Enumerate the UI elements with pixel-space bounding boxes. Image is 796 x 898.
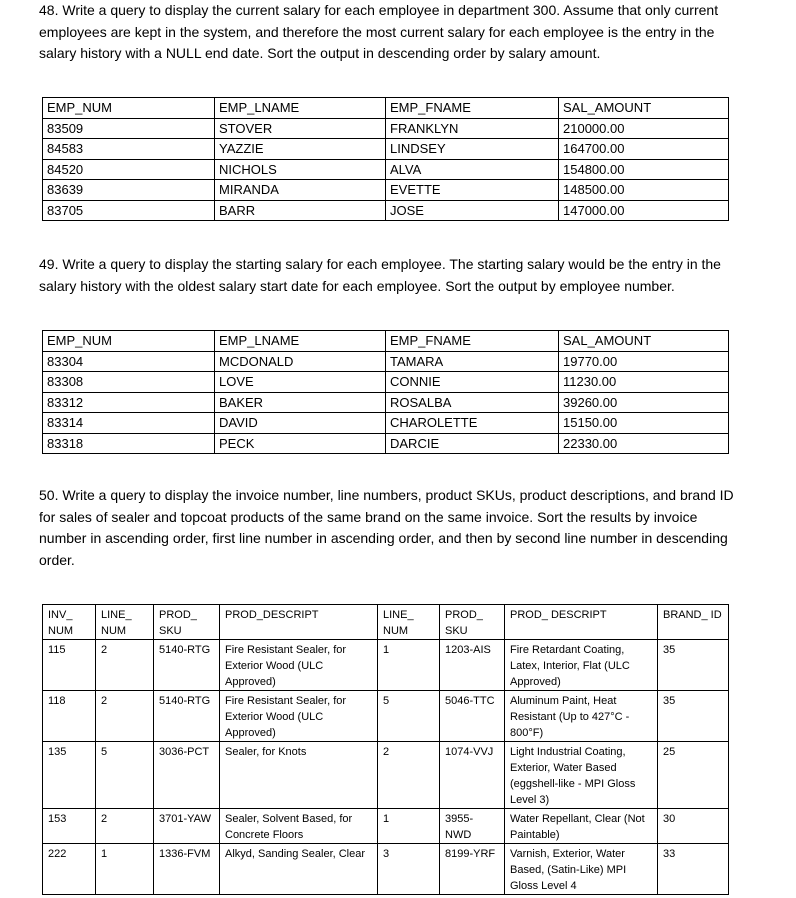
table-cell: CONNIE <box>386 372 559 393</box>
table-cell: 3036-PCT <box>154 742 220 809</box>
column-header: LINE_ NUM <box>96 605 154 640</box>
table-cell: 30 <box>658 809 729 844</box>
table-cell: 83705 <box>43 200 215 221</box>
table-cell: 83318 <box>43 433 215 454</box>
column-header: EMP_LNAME <box>215 331 386 352</box>
table-cell: DARCIE <box>386 433 559 454</box>
table-cell: 164700.00 <box>559 139 729 160</box>
table-cell: 5 <box>96 742 154 809</box>
table-cell: Aluminum Paint, Heat Resistant (Up to 427°C - 800°F) <box>505 691 658 742</box>
table-row <box>43 691 729 742</box>
table-cell: 3955-NWD <box>440 809 505 844</box>
question-48: 48. Write a query to display the current salary for each employee in department 300. Assume that only current employees are kept in the system, and therefore the most current salary for each employee is the entry in the salary history with a NULL end date. Sort the output in descending order by salary amount. <box>39 2 719 61</box>
table-cell: MCDONALD <box>215 351 386 372</box>
table-cell: DAVID <box>215 413 386 434</box>
table-cell: Water Repellant, Clear (Not Paintable) <box>505 809 658 844</box>
table-cell: 210000.00 <box>559 118 729 139</box>
table-cell: CHAROLETTE <box>386 413 559 434</box>
header-row <box>43 331 729 352</box>
table-cell: Fire Resistant Sealer, for Exterior Wood (ULC Approved) <box>220 691 378 742</box>
table-cell: TAMARA <box>386 351 559 372</box>
table-cell: NICHOLS <box>215 159 386 180</box>
table-cell: 19770.00 <box>559 351 729 372</box>
table-cell: 1203-AIS <box>440 640 505 691</box>
column-header: INV_ NUM <box>43 605 96 640</box>
table-row <box>43 844 729 895</box>
table-cell: 1336-FVM <box>154 844 220 895</box>
table-cell: 3701-YAW <box>154 809 220 844</box>
table-cell: 148500.00 <box>559 180 729 201</box>
table-cell: 1 <box>378 809 440 844</box>
table-cell: 154800.00 <box>559 159 729 180</box>
table-row <box>43 372 729 393</box>
table-cell: ROSALBA <box>386 392 559 413</box>
column-header: PROD_ SKU <box>154 605 220 640</box>
table-cell: 83314 <box>43 413 215 434</box>
table-cell: Fire Resistant Sealer, for Exterior Wood (ULC Approved) <box>220 640 378 691</box>
table-cell: 39260.00 <box>559 392 729 413</box>
table-cell: 118 <box>43 691 96 742</box>
column-header: EMP_FNAME <box>386 331 559 352</box>
column-header: EMP_NUM <box>43 331 215 352</box>
table-cell: 1 <box>378 640 440 691</box>
table-cell: 2 <box>96 691 154 742</box>
current-salary-table <box>42 97 729 221</box>
column-header: BRAND_ ID <box>658 605 729 640</box>
header-row <box>43 98 729 119</box>
table-cell: 35 <box>658 691 729 742</box>
table-cell: 83304 <box>43 351 215 372</box>
sealer-topcoat-table <box>42 604 729 895</box>
column-header: EMP_FNAME <box>386 98 559 119</box>
table-cell: 135 <box>43 742 96 809</box>
table-row <box>43 433 729 454</box>
table-row <box>43 200 729 221</box>
table-cell: Alkyd, Sanding Sealer, Clear <box>220 844 378 895</box>
table-cell: 83509 <box>43 118 215 139</box>
table-row <box>43 413 729 434</box>
table-cell: 83312 <box>43 392 215 413</box>
table-cell: 222 <box>43 844 96 895</box>
table-cell: BAKER <box>215 392 386 413</box>
table-cell: 3 <box>378 844 440 895</box>
table-cell: 83639 <box>43 180 215 201</box>
column-header: PROD_ SKU <box>440 605 505 640</box>
table-cell: FRANKLYN <box>386 118 559 139</box>
table-cell: 8199-YRF <box>440 844 505 895</box>
table-cell: JOSE <box>386 200 559 221</box>
table-cell: 11230.00 <box>559 372 729 393</box>
table-cell: Light Industrial Coating, Exterior, Water Based (eggshell-like - MPI Gloss Level 3) <box>505 742 658 809</box>
column-header: PROD_ DESCRIPT <box>505 605 658 640</box>
table-cell: 25 <box>658 742 729 809</box>
table-cell: 22330.00 <box>559 433 729 454</box>
table-cell: 5 <box>378 691 440 742</box>
table-cell: 2 <box>378 742 440 809</box>
table-cell: YAZZIE <box>215 139 386 160</box>
table-row <box>43 809 729 844</box>
question-50: 50. Write a query to display the invoice number, line numbers, product SKUs, product descriptions, and brand ID for sales of sealer and topcoat products of the same brand on the same invoice. Sort the results by invoice number in ascending order, first line number in ascending order, and then by second line number in descending order. <box>39 487 734 568</box>
table-cell: 147000.00 <box>559 200 729 221</box>
table-cell: 153 <box>43 809 96 844</box>
table-cell: 83308 <box>43 372 215 393</box>
table-cell: 1074-VVJ <box>440 742 505 809</box>
column-header: LINE_ NUM <box>378 605 440 640</box>
table-cell: ALVA <box>386 159 559 180</box>
table-row <box>43 118 729 139</box>
table-row <box>43 742 729 809</box>
table-cell: 5140-RTG <box>154 691 220 742</box>
table-cell: 5140-RTG <box>154 640 220 691</box>
table-cell: 2 <box>96 640 154 691</box>
starting-salary-table <box>42 330 729 454</box>
table-cell: 1 <box>96 844 154 895</box>
table-cell: 5046-TTC <box>440 691 505 742</box>
column-header: SAL_AMOUNT <box>559 331 729 352</box>
table-cell: 2 <box>96 809 154 844</box>
table-cell: 84520 <box>43 159 215 180</box>
table-row <box>43 180 729 201</box>
table-cell: Sealer, Solvent Based, for Concrete Floors <box>220 809 378 844</box>
table-cell: LOVE <box>215 372 386 393</box>
column-header: EMP_NUM <box>43 98 215 119</box>
table-row <box>43 159 729 180</box>
table-cell: Fire Retardant Coating, Latex, Interior, Flat (ULC Approved) <box>505 640 658 691</box>
table-cell: BARR <box>215 200 386 221</box>
table-row <box>43 392 729 413</box>
table-cell: 84583 <box>43 139 215 160</box>
table-row <box>43 139 729 160</box>
header-row <box>43 605 729 640</box>
column-header: SAL_AMOUNT <box>559 98 729 119</box>
table-cell: Varnish, Exterior, Water Based, (Satin-Like) MPI Gloss Level 4 <box>505 844 658 895</box>
table-cell: MIRANDA <box>215 180 386 201</box>
question-49: 49. Write a query to display the starting salary for each employee. The starting salary would be the entry in the salary history with the oldest salary start date for each employee. Sort the output by employee number. <box>39 256 721 294</box>
table-cell: 15150.00 <box>559 413 729 434</box>
table-cell: LINDSEY <box>386 139 559 160</box>
table-cell: STOVER <box>215 118 386 139</box>
column-header: EMP_LNAME <box>215 98 386 119</box>
table-cell: PECK <box>215 433 386 454</box>
table-cell: Sealer, for Knots <box>220 742 378 809</box>
table-row <box>43 351 729 372</box>
table-cell: 115 <box>43 640 96 691</box>
table-cell: EVETTE <box>386 180 559 201</box>
table-row <box>43 640 729 691</box>
column-header: PROD_DESCRIPT <box>220 605 378 640</box>
table-cell: 35 <box>658 640 729 691</box>
table-cell: 33 <box>658 844 729 895</box>
